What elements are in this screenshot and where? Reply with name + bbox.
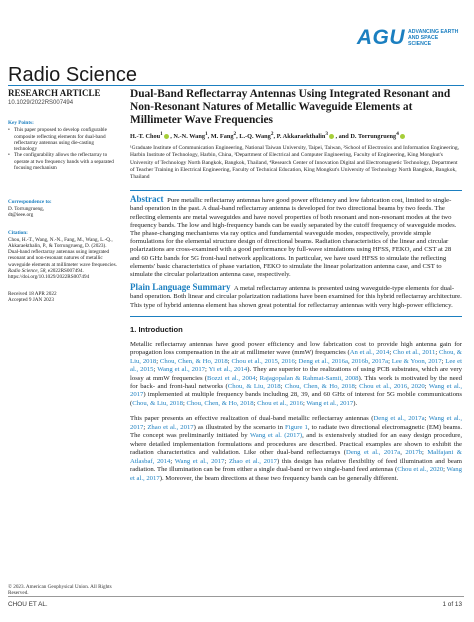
body-text-run: ;	[422, 449, 428, 457]
citation-link[interactable]: Lee et al., 2015	[130, 357, 463, 374]
citation-link[interactable]: Chou, Chen, & Ho, 2018	[186, 399, 254, 407]
key-points-list	[8, 127, 118, 171]
citation-link[interactable]: Chou et al., 2015	[231, 357, 278, 365]
body-text-run: , and is extensively studied for an easy design procedure, where detailed implementation formulations and procedures are described. Practical examples are shown to exhibit the radiation characteristics and validation. Like other dual-band reflectarrays (	[130, 432, 462, 457]
article-title: Dual-Band Reflectarray Antennas Using Integrated Resonant and Non-Resonant Natures of Metallic Waveguide Elements at Millimeter Wave Frequencies	[130, 88, 451, 126]
intro-divider	[130, 316, 462, 317]
citation-link[interactable]: Chou et al., 2020	[397, 466, 444, 474]
citation-link[interactable]: 2016b	[351, 357, 369, 365]
affiliations: ¹Graduate Institute of Communication Engineering, National Taiwan University, Taipei, Taiwan, ²School of Electronics and Information Engineering, Harbin Institute of Technology, Harbin, China, ³Department of Electrical and Computer Engineering, Faculty of Engineering, King Mongkut's University of Technology North Bangkok, Bangkok, Thailand, ⁴Research Center of Innovation Digital and Electromagnetic Technology, Department of Teacher Training in Electrical Engineering, Faculty of Technical Education, King Mongkut's University of Technology North Bangkok, Bangkok, Thailand	[130, 145, 459, 180]
citation-link[interactable]: Chou, Chen, & Ho, 2018	[284, 383, 355, 391]
citation-link[interactable]: Wang et al., 2017	[130, 415, 462, 431]
copyright-notice: © 2023. American Geophysical Union. All Rights Reserved.	[8, 584, 112, 597]
affil-sup: 2	[270, 131, 274, 137]
correspondence-name: D. Torrungrueng,	[8, 205, 44, 212]
body-text-run: ;	[389, 349, 393, 357]
citation-link[interactable]: Deng et al., 2017a	[346, 449, 401, 457]
citation-link[interactable]: Wang et al., 2017	[130, 383, 463, 399]
body-text-run: ;	[255, 374, 260, 382]
author-name: , N.-N. Wang	[170, 133, 205, 141]
abstract-section	[130, 190, 462, 279]
agu-tagline: ADVANCING EARTH AND SPACE SCIENCE	[408, 29, 459, 47]
citation-link[interactable]: Zhao et al., 2017	[228, 457, 277, 465]
journal-title: Radio Science	[8, 64, 137, 86]
body-text-run: ). Moreover, the beam directions at these two frequency bands can be generally different.	[159, 474, 399, 482]
affil-sup: 2	[233, 131, 237, 137]
orcid-icon[interactable]	[329, 134, 335, 140]
main-column	[130, 88, 462, 483]
citation-link[interactable]: Chou, & Liu, 2018	[132, 399, 183, 407]
citation-link[interactable]: Deng et al., 2016a	[298, 357, 348, 365]
body-text-run: ) this design has relative flexibility of feed illumination and beam radiation. The illumination can be from either a single dual-band or two single-band feed antennas (	[130, 457, 462, 474]
body-text-run: ,	[368, 357, 372, 365]
body-text-run: ;	[280, 383, 285, 391]
introduction-heading: 1. Introduction	[130, 324, 183, 334]
citation-link[interactable]: Bozzi et al., 2004	[207, 374, 256, 382]
citation-heading: Citation:	[8, 230, 28, 237]
agu-logo	[357, 26, 460, 50]
citation-link[interactable]: Figure 1	[285, 423, 308, 431]
body-text-run: ;	[170, 457, 175, 465]
body-text-run: Metallic reflectarray antennas have good power efficiency and low fabrication cost to provide high antenna gain for propagation loss compensation in the air at millimeter wave (mmW) frequencies (	[130, 340, 462, 357]
correspondence-email[interactable]: dt@ieee.org	[8, 211, 34, 218]
body-text-run: ;	[227, 357, 232, 365]
affil-sup: 4	[396, 131, 399, 137]
body-text-run: ;	[443, 466, 447, 474]
body-text-run: ) as illustrated by the scenario in	[193, 423, 285, 431]
citation-link[interactable]: Chou et al., 2016	[359, 383, 408, 391]
intro-paragraph-1	[130, 341, 462, 409]
accepted-date: Accepted 9 JAN 2023	[8, 296, 54, 303]
article-doi: 10.1029/2022RS007494	[8, 100, 74, 106]
citation-link[interactable]: Chou, Chen, & Ho, 2018	[159, 357, 228, 365]
key-point: • The configurability allows the reflectarray to operate at two frequency bands with a separated focusing mechanism	[8, 152, 118, 171]
footer-authors: CHOU ET AL.	[8, 601, 48, 608]
citation-journal: Radio Science, 58,	[8, 268, 47, 275]
citation-doi-link[interactable]: e2022RS007494. https://doi.org/10.1029/2022RS007494	[8, 268, 90, 281]
citation-link[interactable]: Cho et al., 2011	[392, 349, 436, 357]
left-sidebar	[8, 88, 118, 303]
body-text-run: ;	[435, 349, 439, 357]
body-text-run: ;	[424, 383, 429, 391]
citation-link[interactable]: Chou, & Liu, 2018	[130, 349, 463, 365]
body-text-run: ;	[153, 366, 158, 374]
body-text-run: ;	[354, 383, 360, 391]
body-text-run: ;	[224, 457, 229, 465]
received-date: Received 18 APR 2022	[8, 290, 57, 297]
body-text-run: ) implemented at multiple frequency bands including 28, 39, and 60 GHz of interest for 5G mobile communications (	[130, 391, 462, 407]
citation-block	[8, 237, 118, 281]
body-text-run: This paper presents an effective realization of dual-band metallic reflectarray antennas (	[130, 415, 374, 423]
body-text-run: ;	[253, 399, 258, 407]
pls-heading: Plain Language Summary	[130, 282, 231, 293]
citation-link[interactable]: 2016	[281, 357, 295, 365]
citation-link[interactable]: Rajagopalan & Rahmat-Samii, 2008	[259, 374, 359, 382]
body-text-run: ;	[294, 357, 299, 365]
body-text-run: ;	[182, 399, 187, 407]
citation-link[interactable]: 2020	[411, 383, 425, 391]
author-name: , P. Akkaraekthalin	[273, 133, 326, 141]
citation-link[interactable]: Wang et al., 2017	[306, 399, 354, 407]
article-type: RESEARCH ARTICLE	[8, 88, 101, 98]
citation-link[interactable]: Wang et al., 2017	[157, 366, 206, 374]
abstract-text: Pure metallic reflectarray antennas have good power efficiency and low fabrication cost, limited to single-band operation in the past. A dual-band reflectarray antenna is developed for two directional beams by two feeds. The reflecting elements are metal waveguides and have novel properties of both resonant and non-resonant modes at the two frequency bands. The low and high-frequency bands can be easily separated by the cutoff frequency of waveguide modes. The phase-changing mechanisms via ray optics and fundamental waveguide modes, respectively, provide simple formulations for the elemental structure design of directional beams. Radiation characteristics of the linear and circular polarizations are cross-examined with a good performance by full-wave simulations using HFSS, FEKO, and CST at 28 and 60 GHz bands for 5G front-haul network applications. In particular, we have used HFSS to simulate the reflecting elements' basic characteristics of phase variation, FEKO to simulate the linear polarization antenna case, and CST to simulate the circular polarization antenna case, respectively.	[130, 197, 457, 278]
body-text-run: ;	[156, 357, 160, 365]
footer-divider	[8, 596, 464, 597]
author-name: H.-T. Chou	[130, 133, 161, 141]
body-text-run: ,	[407, 383, 412, 391]
author-name: , L.-Q. Wang	[236, 133, 271, 141]
citation-link[interactable]: Zhao et al., 2017	[147, 423, 194, 431]
body-text-run: ,	[277, 357, 282, 365]
citation-link[interactable]: Deng et al., 2017a	[373, 415, 425, 423]
affil-sup: 3	[325, 131, 328, 137]
agu-logo-mark: AGU	[356, 26, 405, 49]
body-text-run: ,	[347, 357, 352, 365]
key-points-heading: Key Points:	[8, 120, 34, 126]
citation-link[interactable]: Chou et al., 2016	[257, 399, 303, 407]
citation-link[interactable]: Malfajani & Atlasbaf, 2014	[130, 449, 463, 465]
citation-link[interactable]: An et al., 2014	[349, 349, 390, 357]
body-text-run: ). They are superior to the realizations of using PCB substrates, which are very lossy at mmW frequencies (	[130, 366, 462, 382]
citation-link[interactable]: 2017b	[405, 449, 423, 457]
body-text-run: ;	[388, 357, 392, 365]
body-text-run: ;	[441, 357, 446, 365]
pls-text: A metal reflectarray antenna is presented using waveguide-type elements for dual-band operation. Both linear and circular polarization radiations have been examined for this hybrid reflectarray architecture. This type of hybrid antenna element has shown great potential for reflectarray antennas with very high-power efficiency.	[130, 285, 462, 309]
author-name: , and D. Torrungrueng	[335, 133, 397, 141]
affil-sup: 1	[160, 131, 163, 137]
abstract-heading: Abstract	[130, 194, 164, 205]
author-list	[130, 130, 462, 141]
citation-link[interactable]: Yi et al., 2014	[208, 366, 248, 374]
header-divider	[8, 85, 464, 86]
body-text-run: ).	[353, 399, 358, 407]
plain-language-summary	[130, 283, 462, 310]
body-text-run: ;	[143, 423, 148, 431]
citation-link[interactable]: 2017a	[371, 357, 389, 365]
correspondence-heading: Correspondence to:	[8, 199, 52, 206]
citation-link[interactable]: Wang et al., 2017	[130, 466, 462, 482]
citation-text: Chou, H.-T., Wang, N.-N., Fang, M., Wang, L.-Q., Akkaraekthalin, P., & Torrungrueng, D. (2023). Dual-band reflectarray antennas using integrated resonant and non-resonant natures of metallic waveguide elements at millimeter wave frequencies.	[8, 236, 117, 268]
page-number: 1 of 13	[442, 601, 462, 608]
citation-link[interactable]: Lee & Yoon, 2017	[391, 357, 442, 365]
orcid-icon[interactable]	[164, 134, 170, 140]
citation-link[interactable]: Wang et al. (2017)	[249, 432, 303, 440]
body-text-run: ). This work is motivated by the need for back- and front-haul networks (	[130, 374, 462, 391]
key-point: • This paper proposed to develop configurable composite reflecting elements for dual-band reflectarray antennas using die-casting technology	[8, 127, 118, 152]
affil-sup: 1	[204, 131, 208, 137]
body-text-run: ;	[205, 366, 209, 374]
body-text-run: ;	[424, 415, 429, 423]
orcid-icon[interactable]	[400, 134, 406, 140]
intro-paragraph-2	[130, 415, 462, 483]
body-text-run: , to radiate two directional electromagnetic (EM) beams. The concept was preliminarily initiated by	[130, 423, 462, 440]
citation-link[interactable]: Wang et al., 2017	[174, 457, 225, 465]
body-text-run: ,	[400, 449, 406, 457]
body-text-run: ;	[302, 399, 307, 407]
citation-link[interactable]: Chou, & Liu, 2018	[227, 383, 281, 391]
author-name: , M. Fang	[207, 133, 234, 141]
